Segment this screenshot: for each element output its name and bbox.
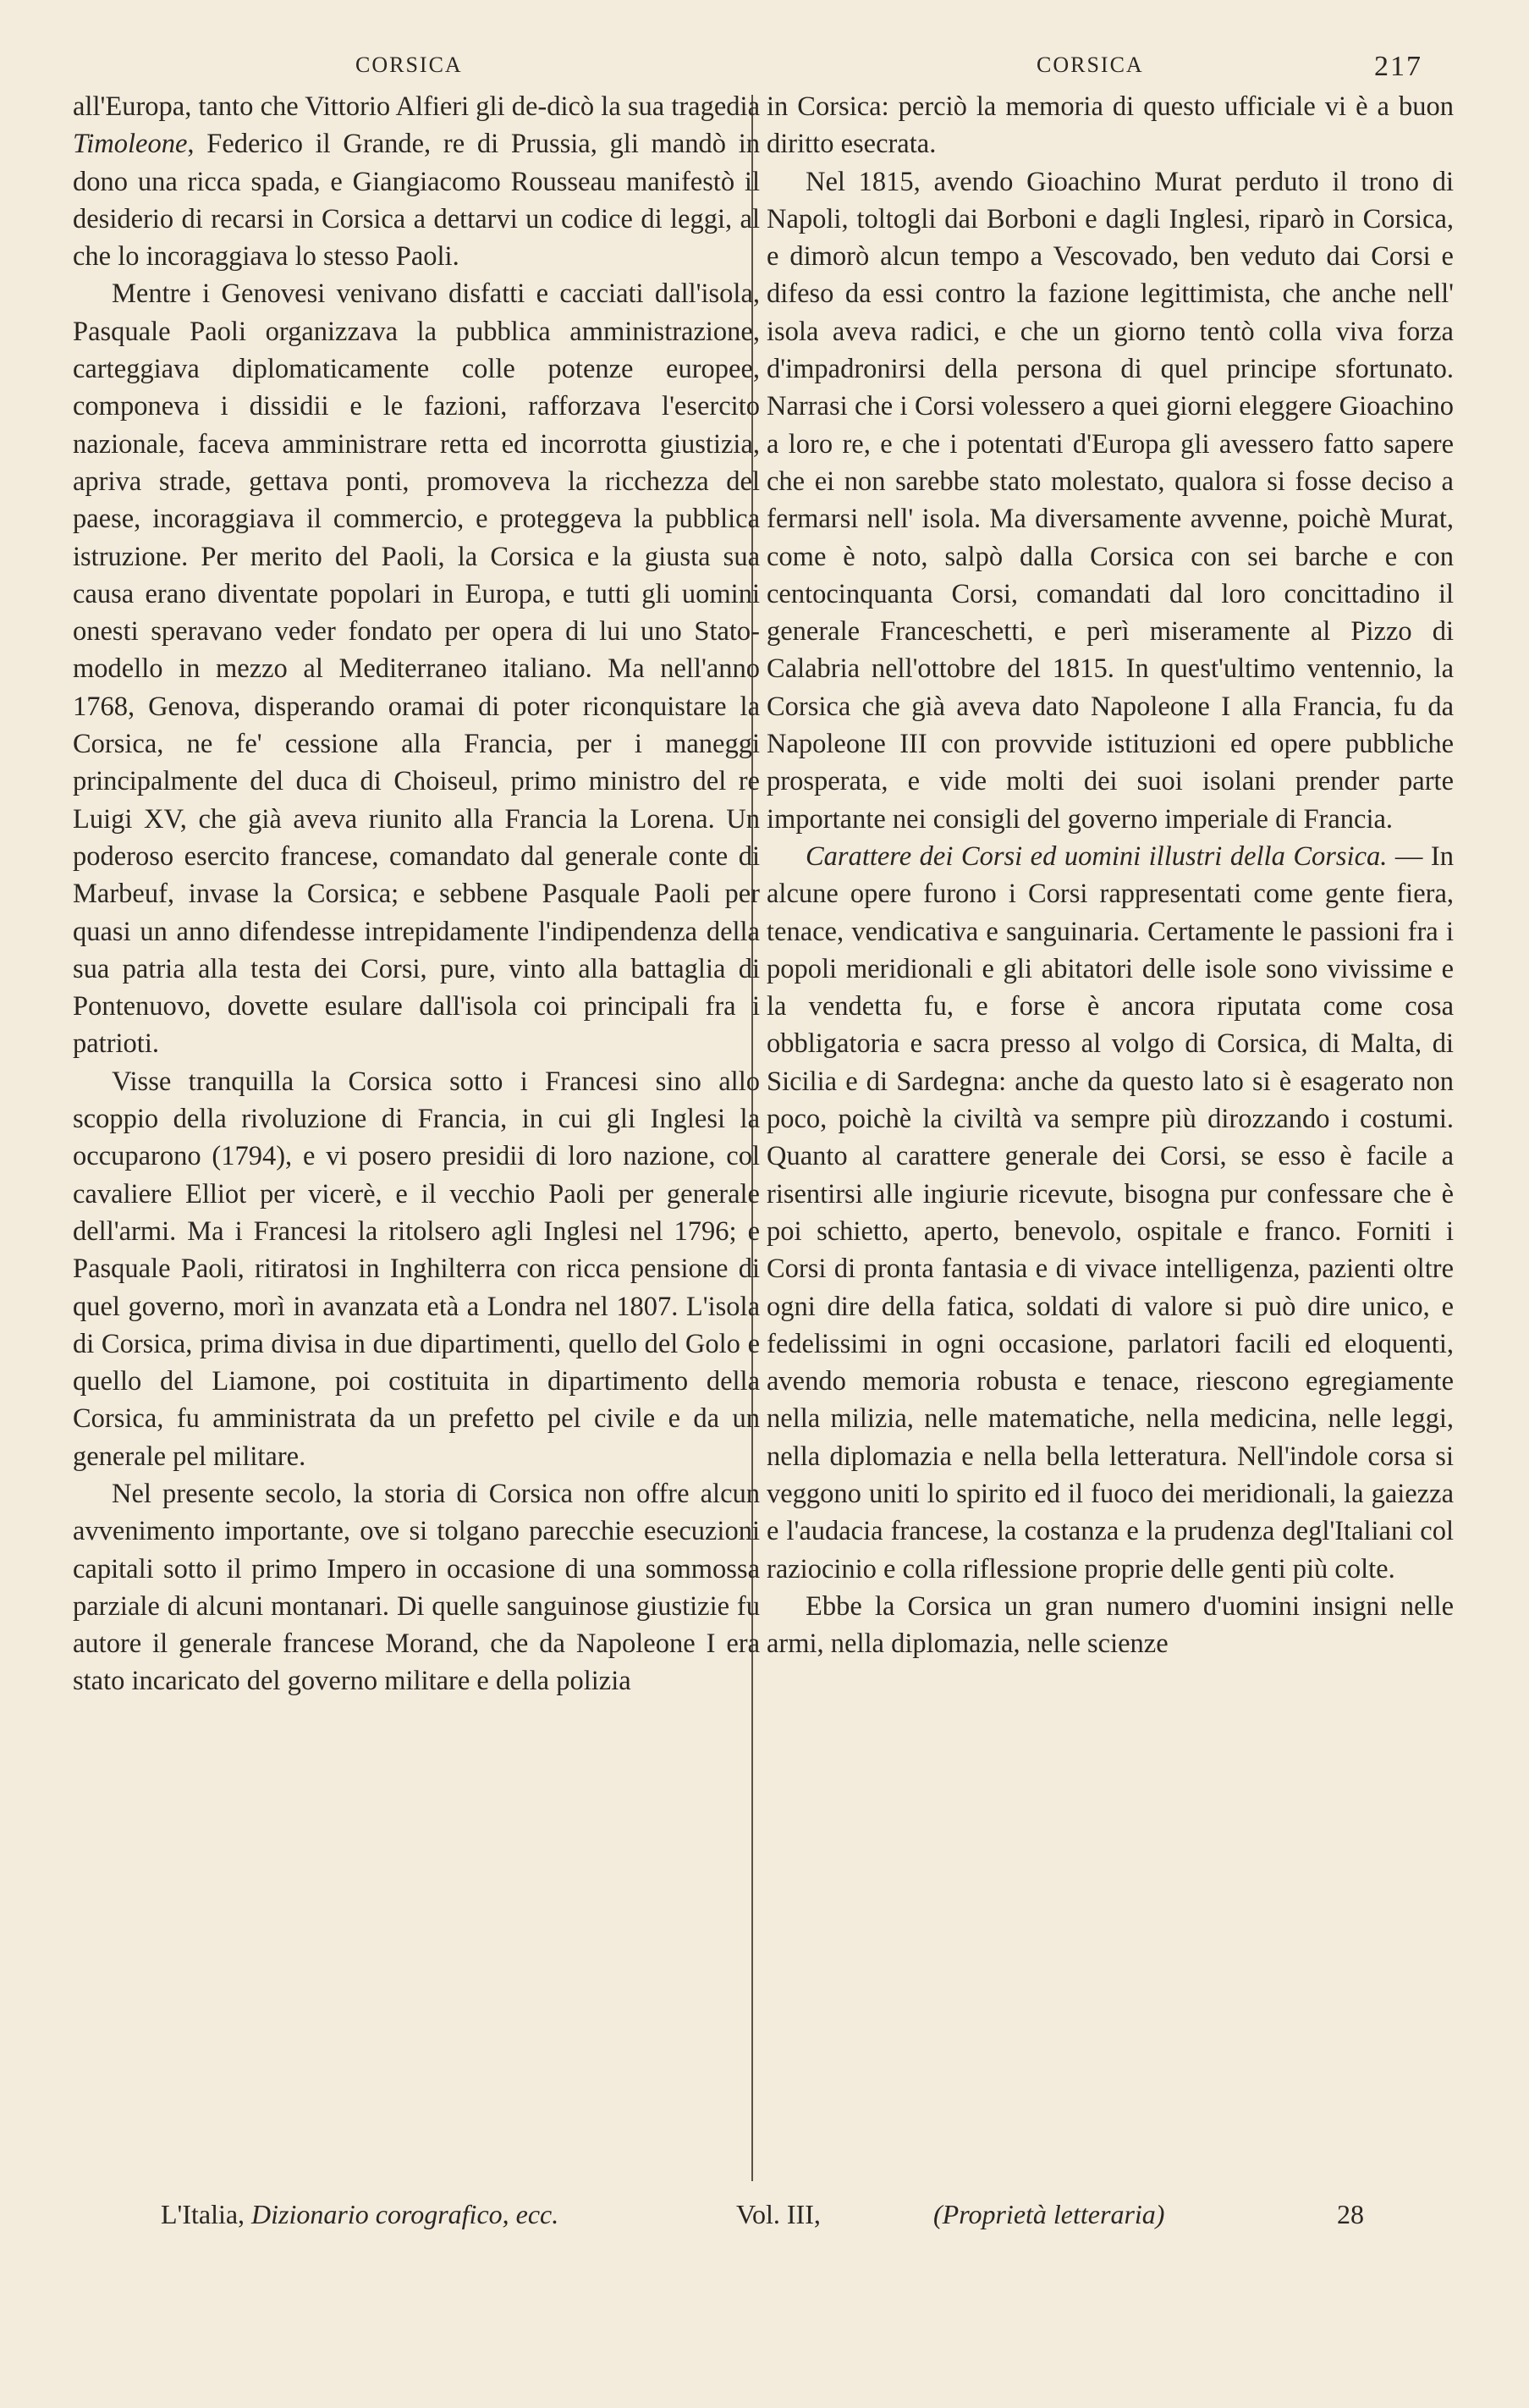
paragraph (73, 1063, 760, 1475)
paragraph (767, 838, 1454, 1588)
paragraph-text-continued: — In alcune opere furono i Corsi rappresentati come gente fiera, tenace, vendicativa e sanguinaria. Certamente le passioni fra i popoli meridionali e gli abitatori delle isole sono vivissime e la vendetta fu, e forse è ancora riputata come cosa obbligatoria e sacra presso al volgo di Corsica, di Malta, di Sicilia e di Sardegna: anche da questo lato si è esagerato non poco, poichè la civiltà va sempre più dirozzando i costumi. Quanto al carattere generale dei Corsi, se esso è facile a risentirsi alle ingiurie ricevute, bisogna pur confessare che è poi schietto, aperto, benevolo, ospitale e franco. Forniti i Corsi di pronta fantasia e di vivace intelligenza, pazienti oltre ogni dire della fatica, soldati di valore si può dire unico, e fedelissimi in ogni occasione, parlatori facili ed eloquenti, avendo memoria robusta e tenace, riescono egregiamente nella milizia, nelle matematiche, nella medicina, nelle leggi, nella diplomazia e nella bella letteratura. Nell'indole corsa si veggono uniti lo spirito ed il fuoco dei meridionali, la gaiezza e l'audacia francese, la costanza e la prudenza degl'Italiani col raziocinio e colla riflessione proprie delle genti più colte. (767, 840, 1454, 1584)
paragraph-text: all'Europa, tanto che Vittorio Alfieri gli de-dicò la sua tragedia (73, 91, 760, 122)
footer-work: L'Italia, (161, 2199, 252, 2229)
running-head-right: CORSICA (1037, 52, 1144, 77)
paragraph (767, 163, 1454, 838)
right-column (767, 88, 1454, 1662)
paragraph (767, 88, 1454, 163)
footer-volume: Vol. III, (736, 2199, 821, 2229)
paragraph (767, 1588, 1454, 1663)
running-head-left: CORSICA (355, 52, 463, 77)
italic-text: Carattere dei Corsi ed uomini illustri della Corsica. (806, 840, 1388, 872)
paragraph-text: in Corsica: perciò la memoria di questo ufficiale vi è a buon diritto esecrata. (767, 91, 1454, 160)
paragraph-text: Mentre i Genovesi venivano disfatti e cacciati dall'isola, Pasquale Paoli organizzava la pubblica amministrazione, carteggiava diplomaticamente colle potenze europee, componeva i dissidii e le fazioni, rafforzava l'esercito nazionale, faceva amministrare retta ed incorrotta giustizia, apriva strade, gettava ponti, promoveva la ricchezza del paese, incoraggiava il commercio, e proteggeva la pubblica istruzione. Per merito del Paoli, la Corsica e la giusta sua causa erano diventate popolari in Europa, e tutti gli uomini onesti speravano veder fondato per opera di lui uno Stato-modello in mezzo al Mediterraneo italiano. Ma nell'anno 1768, Genova, disperando oramai di poter riconquistare la Corsica, ne fe' cessione alla Francia, per i maneggi principalmente del duca di Choiseul, primo ministro del re Luigi XV, che già aveva riunito alla Francia la Lorena. Un poderoso esercito francese, comandato dal generale conte di Marbeuf, invase la Corsica; e sebbene Pasquale Paoli per quasi un anno difendesse intrepidamente l'indipendenza della sua patria alla testa dei Corsi, pure, vinto alla battaglia di Pontenuovo, dovette esulare dall'isola coi principali fra i patrioti. (73, 278, 760, 1060)
paragraph-text-continued: , Federico il Grande, re di Prussia, gli mandò in dono una ricca spada, e Giangiacomo Rousseau manifestò il desiderio di recarsi in Corsica a dettarvi un codice di leggi, al che lo incoraggiava lo stesso Paoli. (73, 129, 760, 273)
footer-copyright: (Proprietà letteraria) (933, 2199, 1165, 2229)
italic-text: Timoleone (73, 129, 188, 160)
paragraph-text: Nel presente secolo, la storia di Corsica non offre alcun avvenimento importante, ove si tolgano parecchie esecuzioni capitali sotto il primo Impero in occasione di una sommossa parziale di alcuni montanari. Di quelle sanguinose giustizie fu autore il generale francese Morand, che da Napoleone I era stato incaricato del governo militare e della polizia (73, 1478, 760, 1697)
paragraph-text: Visse tranquilla la Corsica sotto i Francesi sino allo scoppio della rivoluzione di Francia, in cui gli Inglesi la occuparono (1794), e vi posero presidii di loro nazione, col cavaliere Elliot per vicerè, e il vecchio Paoli per generale dell'armi. Ma i Francesi la ritolsero agli Inglesi nel 1796; e Pasquale Paoli, ritiratosi in Inghilterra con ricca pensione di quel governo, morì in avanzata età a Londra nel 1807. L'isola di Corsica, prima divisa in due dipartimenti, quello del Golo e quello del Liamone, poi costituita in dipartimento della Corsica, fu amministrata da un prefetto pel civile e da un generale pel militare. (73, 1066, 760, 1472)
left-column (73, 88, 760, 1700)
paragraph-text: Nel 1815, avendo Gioachino Murat perduto il trono di Napoli, toltogli dai Borboni e dagli Inglesi, riparò in Corsica, e dimorò alcun tempo a Vescovado, ben veduto dai Corsi e difeso da essi contro la fazione legittimista, che anche nell' isola aveva radici, e che un giorno tentò colla viva forza d'impadronirsi della persona di quel principe sfortunato. Narrasi che i Corsi volessero a quei giorni eleggere Gioachino a loro re, e che i potentati d'Europa gli avessero fatto sapere che ei non sarebbe stato molestato, qualora si fosse deciso a fermarsi nell' isola. Ma diversamente avvenne, poichè Murat, come è noto, salpò dalla Corsica con sei barche e con centocinquanta Corsi, comandati dal loro concittadino il generale Franceschetti, e perì miseramente al Pizzo di Calabria nell'ottobre del 1815. In quest'ultimo ventennio, la Corsica che già aveva dato Napoleone I alla Francia, fu da Napoleone III con provvide istituzioni ed opere pubbliche prosperata, e vide molti dei suoi isolani prender parte importante nei consigli del governo imperiale di Francia. (767, 166, 1454, 835)
paragraph (73, 1475, 760, 1700)
footer-title (161, 2199, 558, 2230)
paragraph-text: Ebbe la Corsica un gran numero d'uomini insigni nelle armi, nella diplomazia, nelle scienze (767, 1590, 1454, 1660)
page-number: 217 (1374, 51, 1422, 82)
footer-sheet-number: 28 (1337, 2199, 1364, 2229)
paragraph (73, 275, 760, 1062)
footer-subtitle: Dizionario corografico, ecc. (251, 2199, 559, 2229)
paragraph (73, 88, 760, 275)
